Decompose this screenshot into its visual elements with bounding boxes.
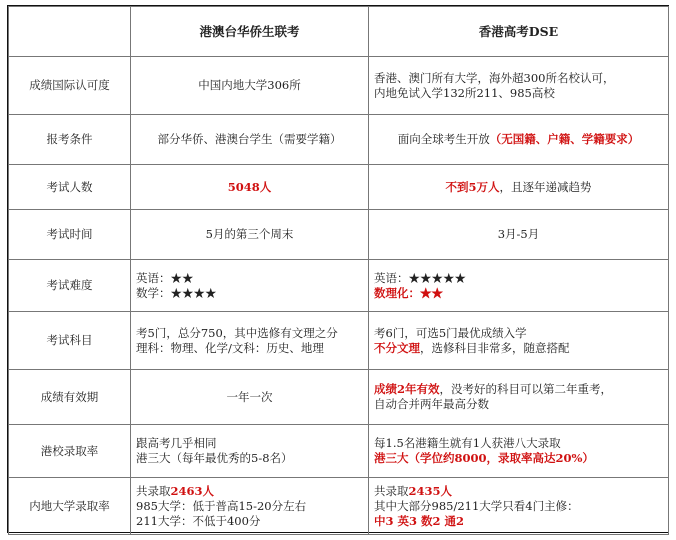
dse-difficulty-english: 英语：★★★★★ [374,270,466,285]
dse-validity-line2: 自动合并两年最高分数 [374,397,489,411]
row-label-recognition: 成绩国际认可度 [9,57,131,115]
dse-exam-time: 3月-5月 [369,210,669,260]
dse-mainland-subjects: 中3 英3 数2 通2 [374,513,465,528]
dse-candidates-trend: ，且逐年递减趋势 [499,179,592,194]
dse-candidates [369,165,669,210]
table-row [9,370,669,425]
dse-difficulty [369,260,669,312]
header-empty [9,7,131,57]
lianka-candidates-count: 5048人 [227,179,272,194]
lianka-subjects [131,312,369,370]
table-row [9,478,669,535]
lianka-hk-admission-line2: 港三大（每年最优秀的5-8名） [136,451,293,465]
dse-validity [369,370,669,425]
dse-validity-note: ，没考好的科目可以第二年重考， [439,382,613,396]
dse-eligibility [369,115,669,165]
lianka-difficulty-english: 英语：★★ [136,270,194,285]
lianka-exam-time: 5月的第三个周末 [131,210,369,260]
dse-mainland-total [374,484,663,499]
dse-subjects-line1: 考6门，可选5门最优成绩入学 [374,325,527,340]
lianka-difficulty [131,260,369,312]
lianka-mainland-total-count: 2463人 [170,483,215,498]
dse-candidates-count: 不到5万人 [445,179,500,194]
dse-subjects-note: ，选修科目非常多，随意搭配 [420,340,570,355]
table-row [9,260,669,312]
table-row [9,57,669,115]
lianka-difficulty-math: 数学：★★★★ [136,285,217,300]
lianka-mainland-admission [131,478,369,535]
header-dse: 香港高考DSE [369,7,669,57]
row-label-mainland-admission: 内地大学录取率 [9,478,131,535]
lianka-hk-admission [131,425,369,478]
table-row [9,210,669,260]
row-label-difficulty: 考试难度 [9,260,131,312]
table-row [9,115,669,165]
dse-hk-admission-highlight: 港三大（学位约8000，录取率高达20%） [374,451,594,465]
dse-mainland-total-prefix: 共录取 [374,483,409,498]
dse-mainland-note: 其中大部分985/211大学只看4门主修： [374,498,579,513]
comparison-table [8,6,669,535]
lianka-validity: 一年一次 [131,370,369,425]
dse-mainland-total-count: 2435人 [408,483,453,498]
dse-subjects-highlight: 不分文理 [374,340,420,355]
dse-difficulty-science: 数理化：★★ [374,285,443,300]
header-lianka: 港澳台华侨生联考 [131,7,369,57]
dse-mainland-admission [369,478,669,535]
row-label-eligibility: 报考条件 [9,115,131,165]
table-row [9,425,669,478]
dse-recognition-line2: 内地免试入学132所211、985高校 [374,85,555,100]
lianka-subjects-line2: 理科：物理、化学/文科：历史、地理 [136,340,324,355]
table-header-row [9,7,669,57]
lianka-mainland-211: 211大学：不低于400分 [136,513,261,528]
lianka-mainland-total-prefix: 共录取 [136,483,171,498]
comparison-table-frame [7,5,669,533]
table-row [9,312,669,370]
dse-validity-line1 [374,382,663,397]
lianka-recognition: 中国内地大学306所 [131,57,369,115]
row-label-validity: 成绩有效期 [9,370,131,425]
dse-subjects-line2 [374,341,663,356]
lianka-eligibility: 部分华侨、港澳台学生（需要学籍） [131,115,369,165]
row-label-exam-time: 考试时间 [9,210,131,260]
lianka-hk-admission-line1: 跟高考几乎相同 [136,436,217,450]
row-label-candidates: 考试人数 [9,165,131,210]
dse-recognition [369,57,669,115]
lianka-mainland-total [136,484,363,499]
row-label-subjects: 考试科目 [9,312,131,370]
dse-recognition-line1: 香港、澳门所有大学，海外超300所名校认可， [374,70,615,85]
lianka-subjects-line1: 考5门，总分750，其中选修有文理之分 [136,325,338,340]
dse-eligibility-highlight: （无国籍、户籍、学籍要求） [489,132,640,146]
lianka-mainland-985: 985大学：低于普高15-20分左右 [136,498,307,513]
dse-subjects [369,312,669,370]
dse-hk-admission-line1: 每1.5名港籍生就有1人获港八大录取 [374,436,561,450]
lianka-candidates [131,165,369,210]
dse-eligibility-plain: 面向全球考生开放 [397,132,490,146]
table-row [9,165,669,210]
dse-hk-admission [369,425,669,478]
row-label-hk-admission: 港校录取率 [9,425,131,478]
dse-validity-highlight: 成绩2年有效 [374,382,440,396]
